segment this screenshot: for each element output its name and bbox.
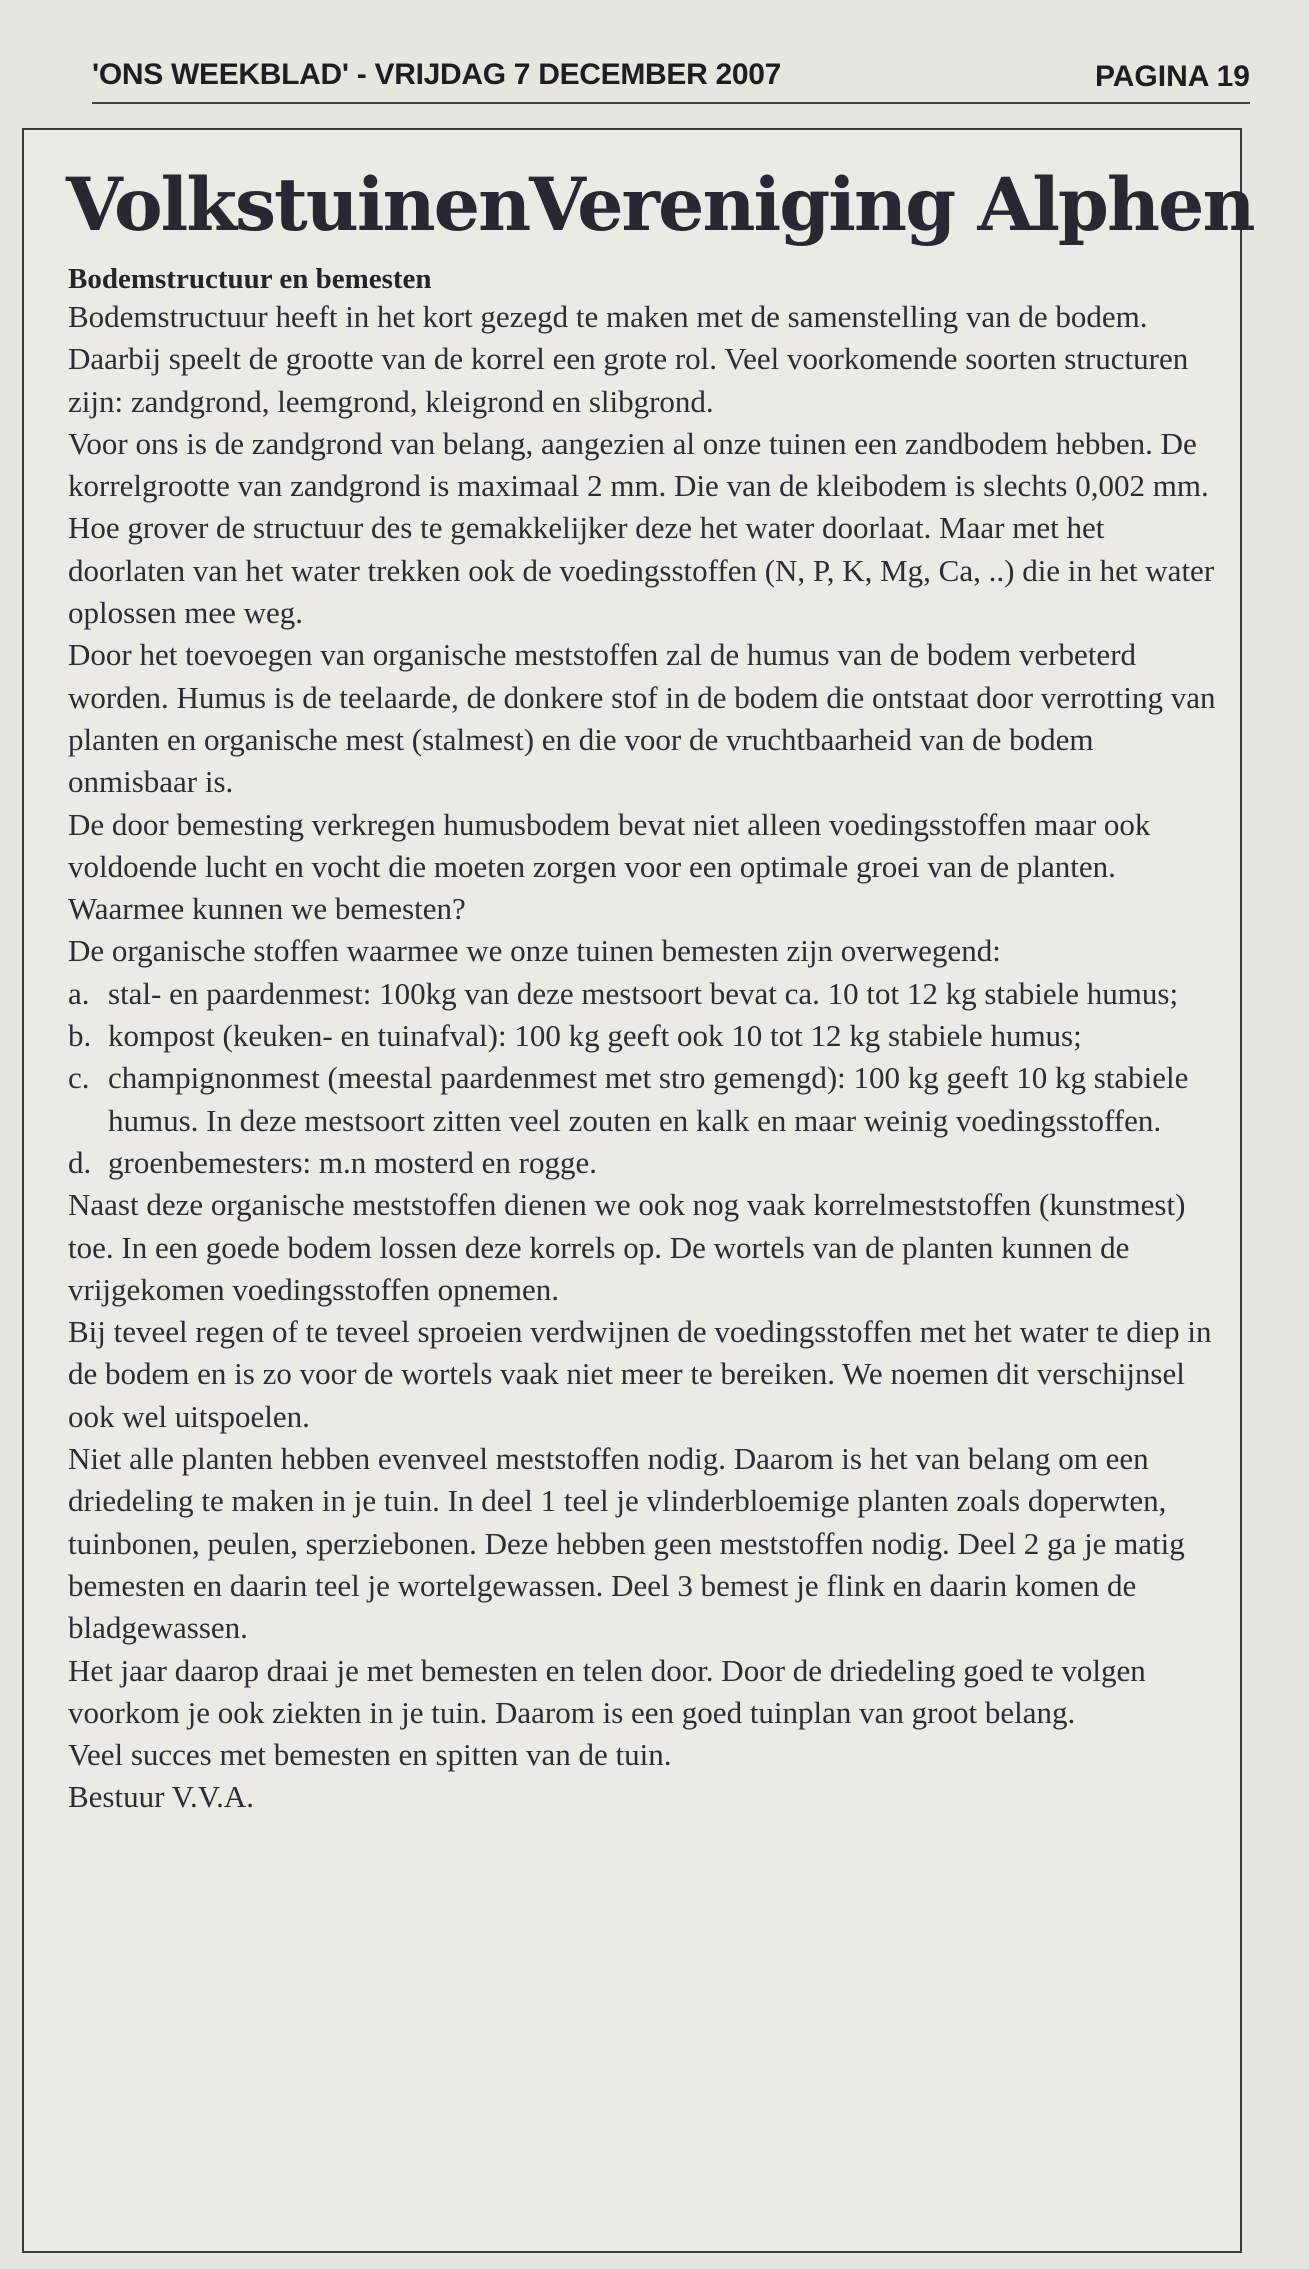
paragraph: De organische stoffen waarmee we onze tuinen bemesten zijn overwegend: [68, 933, 1001, 969]
paragraph: Hoe grover de structuur des te gemakkelijker deze het water doorlaat. Maar met het doorlaten van het water trekken ook de voedingsstoffen (N, P, K, Mg, Ca, ..) die in het water oplossen mee weg. [68, 510, 1215, 631]
paragraph: Bodemstructuur heeft in het kort gezegd te maken met de samenstelling van de bodem. Daarbij speelt de grootte van de korrel een grote rol. Veel voorkomende soorten structuren zijn: zandgrond, leemgrond, kleigrond en slibgrond. [68, 299, 1189, 419]
article-title: VolkstuinenVereniging Alphen [66, 162, 1254, 248]
page-number: PAGINA 19 [1094, 60, 1250, 93]
paragraph: Waarmee kunnen we bemesten? [68, 891, 466, 927]
paragraph: Het jaar daarop draai je met bemesten en telen door. Door de driedeling goed te volgen voorkom je ook ziekten in je tuin. Daarom is een goed tuinplan van groot belang. [68, 1652, 1146, 1730]
paragraph: Naast deze organische meststoffen dienen we ook nog vaak korrelmeststoffen (kunstmest) toe. In een goede bodem lossen deze korrels op. De wortels van de planten kunnen de vrijgekomen voedingsstoffen opnemen. [68, 1187, 1186, 1307]
list-item-text: kompost (keuken- en tuinafval): 100 kg geeft ook 10 tot 12 kg stabiele humus; [108, 1018, 1082, 1054]
list-marker: b. [68, 1018, 92, 1054]
header-rule [92, 102, 1250, 104]
paragraph: De door bemesting verkregen humusbodem bevat niet alleen voedingsstoffen maar ook voldoende lucht en vocht die moeten zorgen voor een optimale groei van de planten. [68, 806, 1151, 884]
paragraph: Veel succes met bemesten en spitten van de tuin. [68, 1737, 672, 1773]
list-item [68, 1015, 1224, 1057]
article-subtitle: Bodemstructuur en bemesten [68, 263, 432, 295]
list-marker: a. [68, 975, 90, 1011]
list-item [68, 1057, 1224, 1142]
list-item [68, 973, 1224, 1015]
list-item [68, 1142, 1224, 1184]
paragraph: Bij teveel regen of te teveel sproeien verdwijnen de voedingsstoffen met het water te diep in de bodem en is zo voor de wortels vaak niet meer te bereiken. We noemen dit verschijnsel ook wel uitspoelen. [68, 1314, 1212, 1434]
list-item-text: groenbemesters: m.n mosterd en rogge. [108, 1144, 597, 1180]
article-body [68, 296, 1224, 1819]
list-marker: d. [68, 1144, 92, 1180]
paragraph: Niet alle planten hebben evenveel meststoffen nodig. Daarom is het van belang om een driedeling te maken in je tuin. In deel 1 teel je vlinderbloemige planten zoals doperwten, tuinbonen, peulen, sperziebonen. Deze hebben geen meststoffen nodig. Deel 2 ga je matig bemesten en daarin teel je wortelgewassen. Deel 3 bemest je flink en daarin komen de bladgewassen. [68, 1441, 1185, 1646]
article [22, 128, 1254, 2253]
signature: Bestuur V.V.A. [68, 1779, 255, 1815]
list-item-text: stal- en paardenmest: 100kg van deze mestsoort bevat ca. 10 tot 12 kg stabiele humus; [108, 975, 1179, 1011]
paragraph: Door het toevoegen van organische meststoffen zal de humus van de bodem verbeterd worden. Humus is de teelaarde, de donkere stof in de bodem die ontstaat door verrotting van planten en organische mest (stalmest) en die voor de vruchtbaarheid van de bodem onmisbaar is. [68, 637, 1216, 800]
list-item-text: champignonmest (meestal paardenmest met stro gemengd): 100 kg geeft 10 kg stabiele humus. In deze mestsoort zitten veel zouten en kalk en maar weinig voedingsstoffen. [108, 1060, 1189, 1138]
publication-dateline: 'ONS WEEKBLAD' - VRIJDAG 7 DECEMBER 2007 [92, 58, 782, 91]
page-header [92, 56, 1250, 102]
list-marker: c. [68, 1060, 90, 1096]
paragraph: Voor ons is de zandgrond van belang, aangezien al onze tuinen een zandbodem hebben. De korrelgrootte van zandgrond is maximaal 2 mm. Die van de kleibodem is slechts 0,002 mm. [68, 425, 1209, 504]
